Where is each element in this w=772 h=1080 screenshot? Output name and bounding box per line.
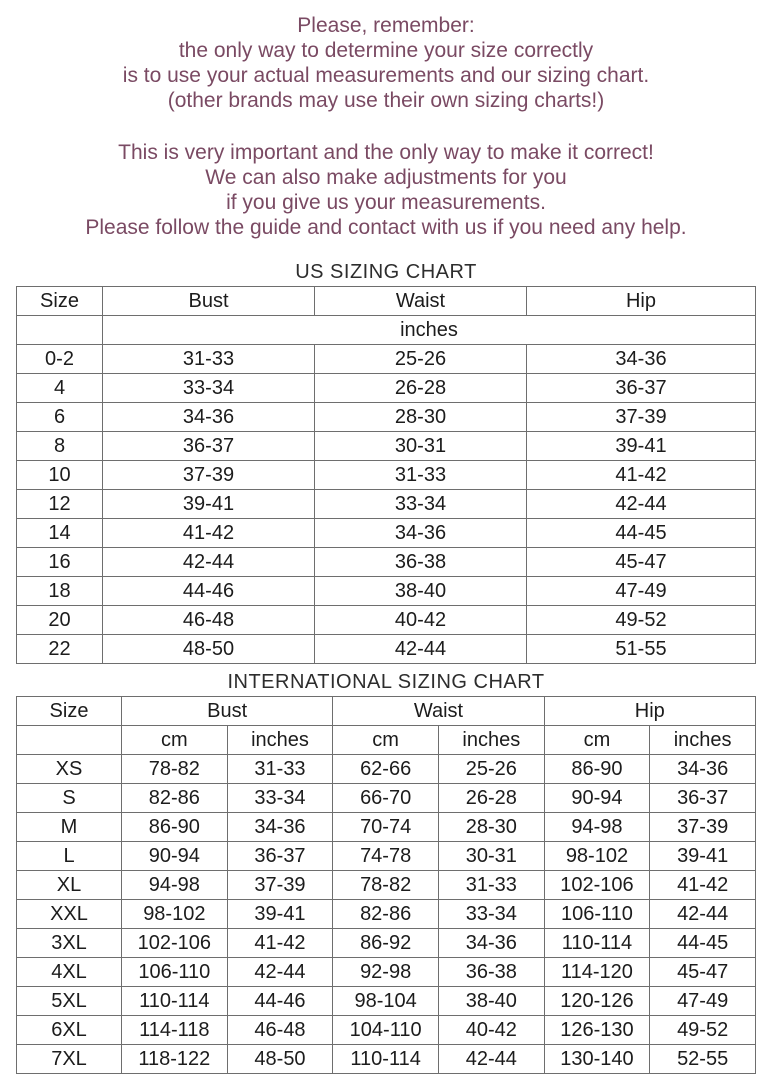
measurement-cell: 66-70 (333, 784, 439, 813)
measurement-cell: 47-49 (650, 987, 756, 1016)
measurement-cell: 70-74 (333, 813, 439, 842)
measurement-cell: 126-130 (544, 1016, 650, 1045)
column-header-waist: Waist (333, 697, 544, 726)
measurement-cell: 38-40 (438, 987, 544, 1016)
measurement-cell: 48-50 (103, 635, 315, 664)
measurement-cell: 62-66 (333, 755, 439, 784)
measurement-cell: 37-39 (650, 813, 756, 842)
measurement-cell: 33-34 (438, 900, 544, 929)
measurement-cell: 30-31 (438, 842, 544, 871)
size-cell: 20 (17, 606, 103, 635)
measurement-cell: 114-118 (122, 1016, 228, 1045)
column-header-hip: Hip (527, 287, 756, 316)
table-row (17, 813, 756, 842)
intl-header-row (17, 697, 756, 726)
size-cell: XXL (17, 900, 122, 929)
empty-cell (17, 726, 122, 755)
measurement-cell: 42-44 (527, 490, 756, 519)
table-row (17, 784, 756, 813)
column-header-bust: Bust (103, 287, 315, 316)
measurement-cell: 37-39 (227, 871, 333, 900)
table-row (17, 461, 756, 490)
measurement-cell: 30-31 (315, 432, 527, 461)
measurement-cell: 44-46 (227, 987, 333, 1016)
measurement-cell: 74-78 (333, 842, 439, 871)
measurement-cell: 39-41 (527, 432, 756, 461)
intro-line: is to use your actual measurements and our sizing chart. (122, 64, 650, 87)
measurement-cell: 37-39 (103, 461, 315, 490)
unit-label-cell: cm (333, 726, 439, 755)
measurement-cell: 114-120 (544, 958, 650, 987)
measurement-cell: 86-90 (544, 755, 650, 784)
unit-label-cell: cm (544, 726, 650, 755)
measurement-cell: 31-33 (438, 871, 544, 900)
measurement-cell: 78-82 (122, 755, 228, 784)
measurement-cell: 38-40 (315, 577, 527, 606)
table-row (17, 755, 756, 784)
measurement-cell: 78-82 (333, 871, 439, 900)
measurement-cell: 28-30 (315, 403, 527, 432)
table-row (17, 1045, 756, 1074)
size-cell: 4XL (17, 958, 122, 987)
table-row (17, 958, 756, 987)
unit-label-cell: cm (122, 726, 228, 755)
us-unit-row (17, 316, 756, 345)
measurement-cell: 34-36 (650, 755, 756, 784)
column-header-bust: Bust (122, 697, 333, 726)
intro-line: This is very important and the only way to make it correct! (118, 141, 654, 164)
measurement-cell: 106-110 (122, 958, 228, 987)
measurement-cell: 36-38 (438, 958, 544, 987)
measurement-cell: 110-114 (122, 987, 228, 1016)
measurement-cell: 46-48 (227, 1016, 333, 1045)
measurement-cell: 44-45 (527, 519, 756, 548)
measurement-cell: 120-126 (544, 987, 650, 1016)
us-chart-title: US SIZING CHART (295, 261, 477, 283)
measurement-cell: 98-104 (333, 987, 439, 1016)
column-header-size: Size (17, 287, 103, 316)
measurement-cell: 45-47 (527, 548, 756, 577)
table-row (17, 577, 756, 606)
intro-line: Please, remember: (297, 14, 475, 37)
measurement-cell: 46-48 (103, 606, 315, 635)
size-cell: XL (17, 871, 122, 900)
measurement-cell: 31-33 (103, 345, 315, 374)
intro-line: the only way to determine your size correctly (178, 39, 594, 62)
measurement-cell: 86-90 (122, 813, 228, 842)
intro-line: (other brands may use their own sizing charts!) (167, 89, 605, 112)
measurement-cell: 98-102 (544, 842, 650, 871)
measurement-cell: 36-37 (103, 432, 315, 461)
measurement-cell: 90-94 (122, 842, 228, 871)
measurement-cell: 49-52 (650, 1016, 756, 1045)
measurement-cell: 34-36 (438, 929, 544, 958)
measurement-cell: 49-52 (527, 606, 756, 635)
intl-unit-row (17, 726, 756, 755)
measurement-cell: 118-122 (122, 1045, 228, 1074)
size-cell: 3XL (17, 929, 122, 958)
measurement-cell: 104-110 (333, 1016, 439, 1045)
size-cell: 4 (17, 374, 103, 403)
measurement-cell: 94-98 (122, 871, 228, 900)
measurement-cell: 102-106 (122, 929, 228, 958)
table-row (17, 1016, 756, 1045)
table-row (17, 842, 756, 871)
table-row (17, 432, 756, 461)
measurement-cell: 33-34 (315, 490, 527, 519)
measurement-cell: 86-92 (333, 929, 439, 958)
measurement-cell: 47-49 (527, 577, 756, 606)
empty-cell (17, 316, 103, 345)
unit-label-cell: inches (650, 726, 756, 755)
intro-paragraph-2 (0, 140, 772, 240)
us-header-row (17, 287, 756, 316)
measurement-cell: 31-33 (227, 755, 333, 784)
size-cell: 0-2 (17, 345, 103, 374)
table-row (17, 374, 756, 403)
size-cell: 18 (17, 577, 103, 606)
size-cell: M (17, 813, 122, 842)
intro-line: Please follow the guide and contact with us if you need any help. (85, 216, 687, 239)
measurement-cell: 34-36 (103, 403, 315, 432)
size-cell: 14 (17, 519, 103, 548)
measurement-cell: 82-86 (333, 900, 439, 929)
table-row (17, 635, 756, 664)
measurement-cell: 92-98 (333, 958, 439, 987)
measurement-cell: 26-28 (315, 374, 527, 403)
measurement-cell: 90-94 (544, 784, 650, 813)
measurement-cell: 130-140 (544, 1045, 650, 1074)
size-cell: 22 (17, 635, 103, 664)
measurement-cell: 33-34 (227, 784, 333, 813)
measurement-cell: 36-37 (650, 784, 756, 813)
column-header-hip: Hip (544, 697, 755, 726)
table-row (17, 490, 756, 519)
table-row (17, 548, 756, 577)
measurement-cell: 45-47 (650, 958, 756, 987)
table-row (17, 900, 756, 929)
measurement-cell: 106-110 (544, 900, 650, 929)
intl-sizing-table (16, 696, 756, 1074)
measurement-cell: 98-102 (122, 900, 228, 929)
measurement-cell: 39-41 (227, 900, 333, 929)
intro-note (0, 0, 772, 240)
column-header-waist: Waist (315, 287, 527, 316)
size-cell: L (17, 842, 122, 871)
size-cell: 8 (17, 432, 103, 461)
measurement-cell: 39-41 (650, 842, 756, 871)
measurement-cell: 34-36 (227, 813, 333, 842)
measurement-cell: 42-44 (227, 958, 333, 987)
size-cell: S (17, 784, 122, 813)
measurement-cell: 42-44 (438, 1045, 544, 1074)
measurement-cell: 110-114 (544, 929, 650, 958)
intro-line: if you give us your measurements. (226, 191, 546, 214)
measurement-cell: 25-26 (438, 755, 544, 784)
measurement-cell: 34-36 (527, 345, 756, 374)
size-cell: 7XL (17, 1045, 122, 1074)
measurement-cell: 26-28 (438, 784, 544, 813)
measurement-cell: 41-42 (527, 461, 756, 490)
measurement-cell: 110-114 (333, 1045, 439, 1074)
unit-label-cell: inches (103, 316, 756, 345)
measurement-cell: 42-44 (650, 900, 756, 929)
us-sizing-table (16, 286, 756, 664)
size-cell: 12 (17, 490, 103, 519)
table-row (17, 403, 756, 432)
measurement-cell: 36-38 (315, 548, 527, 577)
measurement-cell: 37-39 (527, 403, 756, 432)
column-header-size: Size (17, 697, 122, 726)
measurement-cell: 36-37 (527, 374, 756, 403)
measurement-cell: 44-46 (103, 577, 315, 606)
measurement-cell: 40-42 (438, 1016, 544, 1045)
table-row (17, 519, 756, 548)
measurement-cell: 41-42 (103, 519, 315, 548)
intro-line: We can also make adjustments for you (205, 166, 567, 189)
measurement-cell: 33-34 (103, 374, 315, 403)
measurement-cell: 40-42 (315, 606, 527, 635)
table-row (17, 987, 756, 1016)
unit-label-cell: inches (227, 726, 333, 755)
measurement-cell: 41-42 (650, 871, 756, 900)
measurement-cell: 42-44 (315, 635, 527, 664)
intl-chart-title: INTERNATIONAL SIZING CHART (227, 671, 545, 693)
measurement-cell: 82-86 (122, 784, 228, 813)
size-cell: 10 (17, 461, 103, 490)
intl-table-body (17, 755, 756, 1074)
measurement-cell: 42-44 (103, 548, 315, 577)
size-cell: 6XL (17, 1016, 122, 1045)
size-cell: 5XL (17, 987, 122, 1016)
us-table-body (17, 345, 756, 664)
table-row (17, 929, 756, 958)
measurement-cell: 52-55 (650, 1045, 756, 1074)
table-row (17, 606, 756, 635)
measurement-cell: 28-30 (438, 813, 544, 842)
measurement-cell: 31-33 (315, 461, 527, 490)
measurement-cell: 36-37 (227, 842, 333, 871)
size-cell: XS (17, 755, 122, 784)
table-row (17, 345, 756, 374)
measurement-cell: 51-55 (527, 635, 756, 664)
measurement-cell: 41-42 (227, 929, 333, 958)
table-row (17, 871, 756, 900)
size-cell: 6 (17, 403, 103, 432)
measurement-cell: 94-98 (544, 813, 650, 842)
measurement-cell: 102-106 (544, 871, 650, 900)
intro-paragraph-1 (0, 13, 772, 113)
measurement-cell: 25-26 (315, 345, 527, 374)
measurement-cell: 34-36 (315, 519, 527, 548)
unit-label-cell: inches (438, 726, 544, 755)
size-cell: 16 (17, 548, 103, 577)
measurement-cell: 44-45 (650, 929, 756, 958)
measurement-cell: 48-50 (227, 1045, 333, 1074)
measurement-cell: 39-41 (103, 490, 315, 519)
